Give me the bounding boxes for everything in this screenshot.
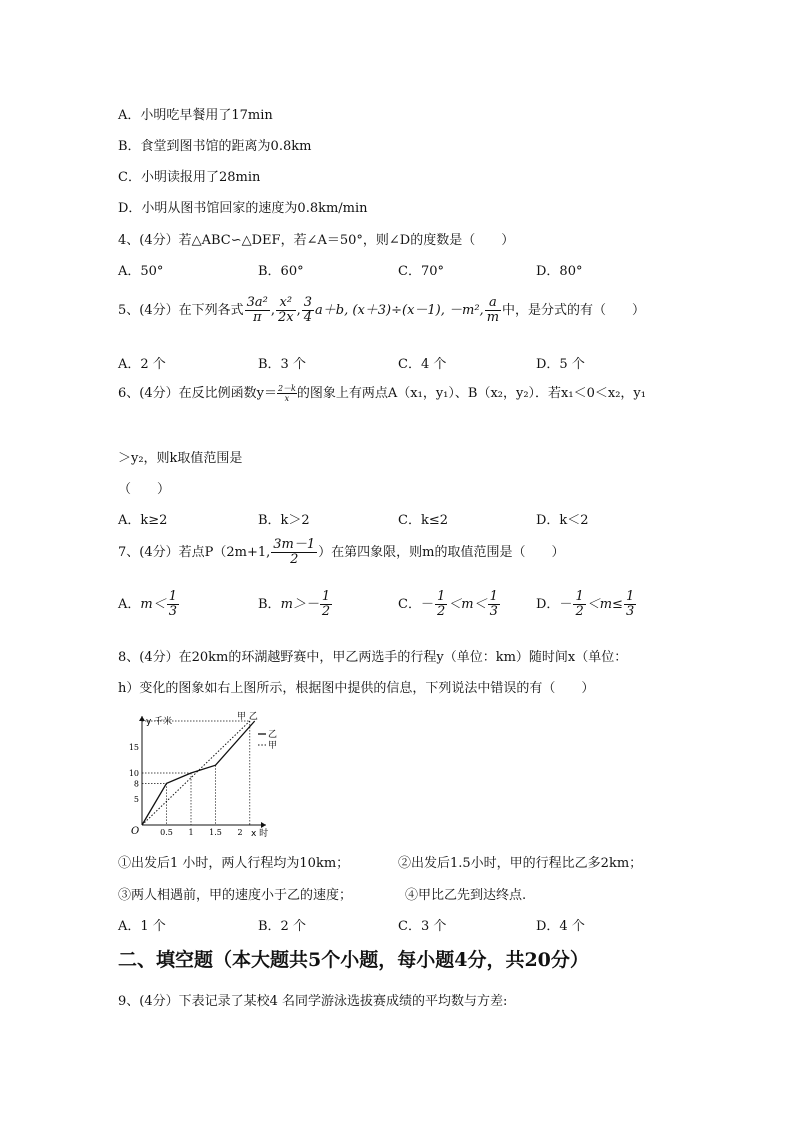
q3-option-b: B．食堂到图书馆的距离为0.8km: [118, 139, 312, 154]
q5-stem: 5、(4分）在下列各式 $\frac{\text{3a²}}{\pi}$ , $\frac{\text{x²}}{2x}$ , $\frac{3}{4}$ a＋b, (x＋3)÷(x－1), －m², $\frac{a}{m}$ 中，是分式的有（ ）: [118, 295, 646, 325]
q4-option-c: C．70°: [398, 264, 444, 279]
q8-line2: h）变化的图象如右上图所示，根据图中提供的信息，下列说法中错误的有（ ）: [118, 681, 595, 696]
q4-option-d: D．80°: [536, 264, 583, 279]
q5-f2-num: x²: [279, 295, 293, 310]
q5-option-a: A．2 个: [118, 357, 166, 372]
q7-option-c: C．－ $\frac{1}{2}$ ＜m＜ $\frac{1}{3}$: [398, 589, 498, 619]
q5-f3-den: 4: [303, 310, 313, 325]
q6-line3: （ ）: [118, 482, 171, 497]
y-axis-arrow: [139, 716, 145, 721]
q6-stem: [118, 382, 646, 403]
y-tick-label: 5: [133, 795, 139, 804]
q8-statement-2: ②出发后1.5小时，甲的行程比乙多2km；: [398, 856, 643, 871]
q4-stem: 4、(4分）若△ABC∽△DEF，若∠A＝50°，则∠D的度数是（ ）: [118, 233, 515, 248]
q8-statement-3: ③两人相遇前，甲的速度小于乙的速度；: [118, 888, 353, 903]
q5-fraction-2: [276, 296, 296, 325]
q6-suffix: 的图象上有两点A（x₁，y₁）、B（x₂，y₂）．若x₁＜0＜x₂，y₁: [296, 386, 646, 401]
q7-option-a: A．m＜ $\frac{1}{3}$: [118, 589, 177, 619]
q6-line2: ＞y₂，则k取值范围是: [118, 451, 243, 466]
q8-option-d: D．4 个: [536, 919, 585, 934]
q3-option-d: D．小明从图书馆回家的速度为0.8km/min: [118, 201, 368, 216]
q7-prefix: 7、(4分）若点P（2m+1,: [118, 545, 271, 560]
q5-prefix: 5、(4分）在下列各式: [118, 303, 244, 318]
q7-option-b: B．m＞－ $\frac{1}{2}$: [258, 589, 331, 619]
q7-stem: [118, 538, 564, 567]
y-tick-label: 15: [128, 743, 139, 752]
q6-f-num: 2－k: [277, 384, 296, 393]
x-tick-label: 1: [188, 828, 194, 837]
legend-label-yi: 乙: [268, 730, 278, 740]
x-axis-arrow: [261, 822, 266, 828]
q3-option-c: C．小明读报用了28min: [118, 170, 261, 185]
q5-fraction-4: [485, 296, 501, 325]
q6-option-b: B．k＞2: [258, 513, 310, 528]
y-tick-label: 10: [128, 769, 139, 778]
q5-f3-num: 3: [303, 295, 313, 310]
q9-stem: 9、(4分）下表记录了某校4 名同学游泳选拔赛成绩的平均数与方差:: [118, 994, 508, 1009]
q6-prefix: 6、(4分）在反比例函数y＝: [118, 386, 277, 401]
q8-option-a: A．1 个: [118, 919, 166, 934]
curve-label-yi: 乙: [248, 712, 258, 722]
q8-line1: 8、(4分）在20km的环湖越野赛中，甲乙两选手的行程y（单位：km）随时间x（单位：: [118, 650, 628, 665]
q6-option-c: C．k≤2: [398, 513, 448, 528]
section-heading: 二、填空题（本大题共5个小题，每小题4分，共20分）: [118, 949, 589, 971]
q8-option-b: B．2 个: [258, 919, 306, 934]
q5-suffix: 中，是分式的有（ ）: [502, 303, 646, 318]
q3-option-a: A．小明吃早餐用了17min: [118, 108, 273, 123]
q7-fraction: [271, 538, 317, 567]
x-axis-label: x 时: [251, 829, 269, 839]
q5-middle: a＋b, (x＋3)÷(x－1), －m²,: [315, 303, 484, 318]
q8-statement-4: ④甲比乙先到达终点.: [405, 888, 527, 903]
q5-f1-num: 3a²: [246, 295, 268, 310]
x-tick-label: 2: [237, 828, 243, 837]
x-tick-label: 0.5: [160, 828, 173, 837]
q7-suffix: ）在第四象限，则m的取值范围是（ ）: [318, 545, 565, 560]
q5-f2-den: 2x: [278, 310, 294, 325]
origin-label: O: [131, 826, 140, 837]
q5-f4-num: a: [488, 295, 497, 310]
y-axis-label: y 千米: [146, 717, 173, 727]
q5-f4-den: m: [486, 310, 500, 325]
q6-f-den: x: [277, 393, 297, 403]
q5-option-b: B．3 个: [258, 357, 306, 372]
distance-time-chart: [118, 710, 288, 840]
q4-option-b: B．60°: [258, 264, 304, 279]
q5-option-c: C．4 个: [398, 357, 447, 372]
q4-option-a: A．50°: [118, 264, 164, 279]
q7-option-d: D．－ $\frac{1}{2}$ ＜m≤ $\frac{1}{3}$: [536, 589, 635, 619]
q5-fraction-1: [245, 296, 270, 325]
q6-fraction: [277, 384, 297, 403]
q6-option-a: A．k≥2: [118, 513, 168, 528]
legend-label-jia: 甲: [268, 741, 278, 751]
series-line-yi: [142, 721, 255, 825]
q7-f-num: 3m－1: [273, 537, 316, 552]
q5-f1-den: π: [245, 310, 270, 325]
q5-option-d: D．5 个: [536, 357, 585, 372]
q7-f-den: 2: [271, 552, 317, 567]
q6-option-d: D．k＜2: [536, 513, 589, 528]
q5-fraction-3: [302, 296, 314, 325]
x-tick-label: 1.5: [209, 828, 222, 837]
q8-statement-1: ①出发后1 小时，两人行程均为10km；: [118, 856, 350, 871]
curve-label-jia: 甲: [236, 712, 246, 722]
q8-option-c: C．3 个: [398, 919, 447, 934]
y-tick-label: 8: [133, 779, 139, 789]
